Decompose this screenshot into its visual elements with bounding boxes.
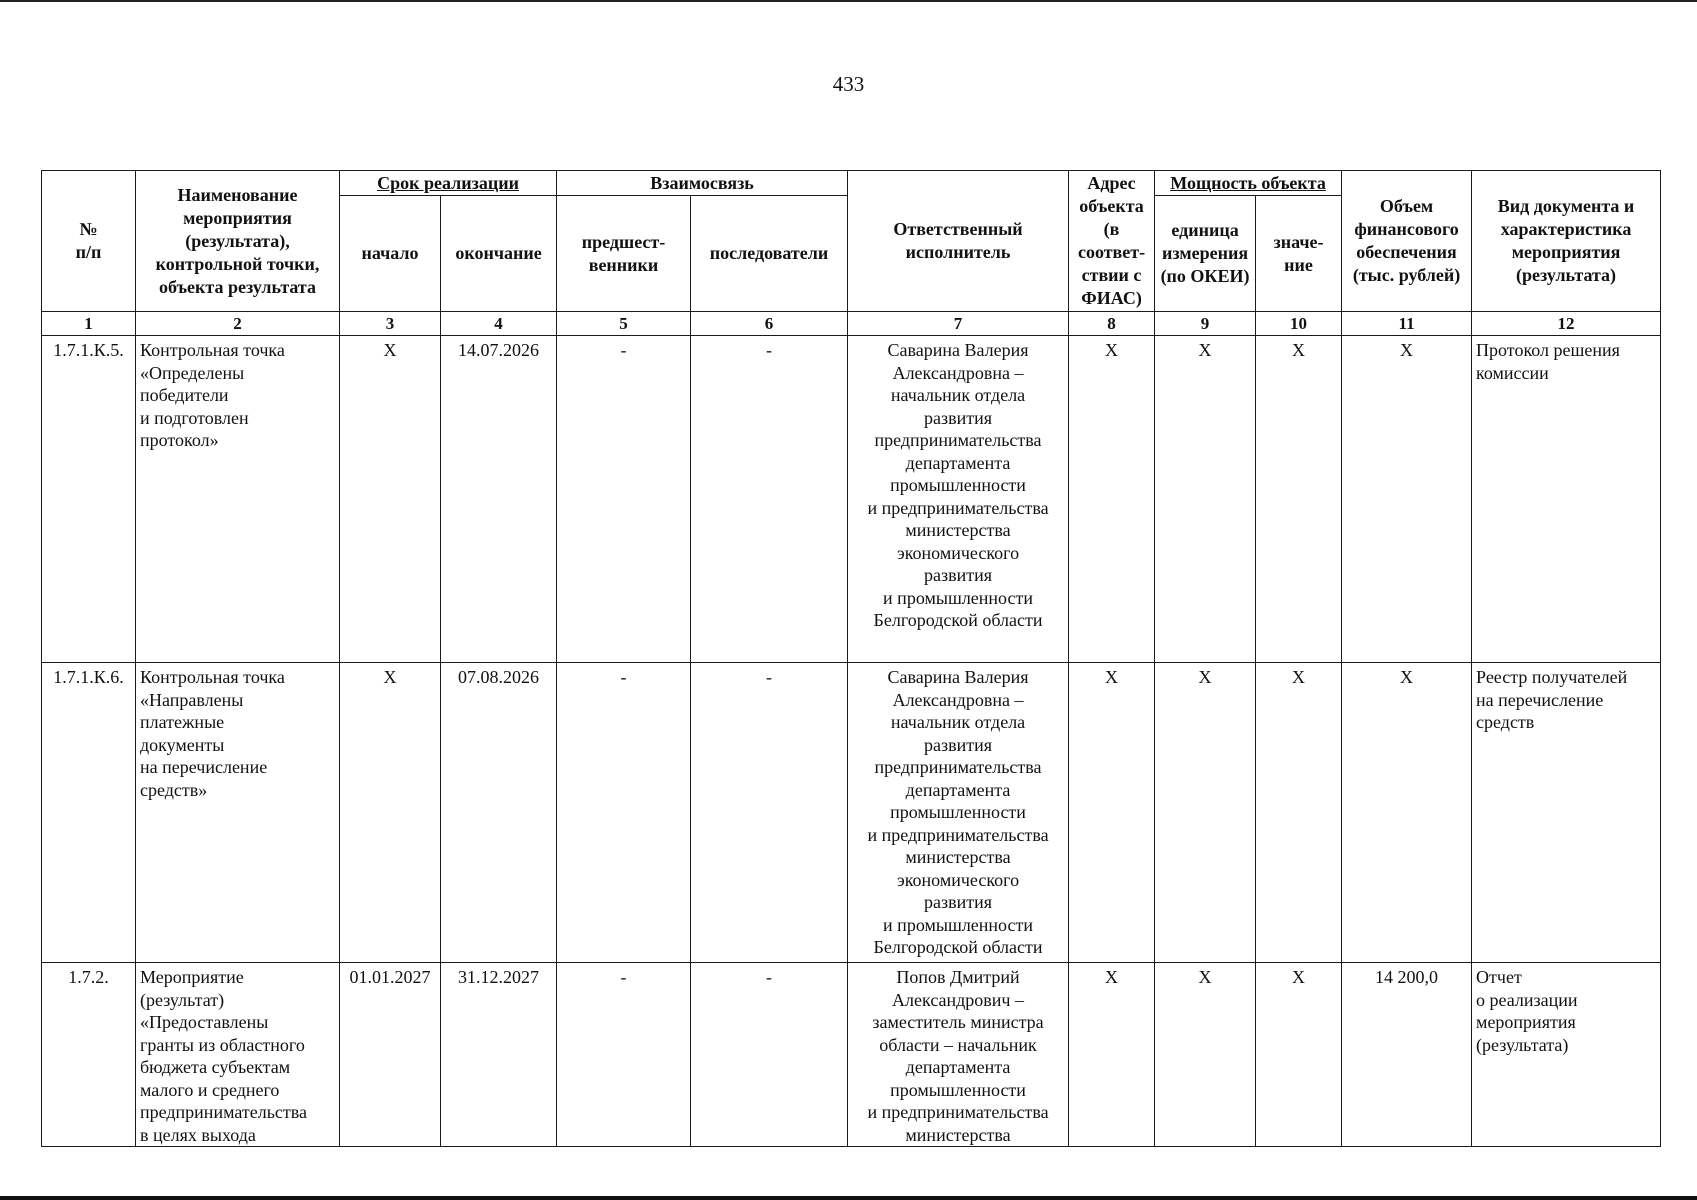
row-successors: - [691,336,848,663]
column-number: 5 [557,312,691,336]
row-finance: 14 200,0 [1342,963,1472,1147]
column-number: 4 [441,312,557,336]
activities-table [41,170,1661,1147]
row-document: Отчет о реализации мероприятия (результата) [1472,963,1661,1147]
header-responsible: Ответственный исполнитель [848,171,1069,312]
row-name: Контрольная точка «Определены победители и подготовлен протокол» [136,336,340,663]
row-start: 01.01.2027 [340,963,441,1147]
column-number: 8 [1069,312,1155,336]
row-end: 14.07.2026 [441,336,557,663]
bottom-border-band [0,1196,1697,1200]
header-predecessors: предшест- венники [557,196,691,312]
header-document: Вид документа и характеристика мероприятия (результата) [1472,171,1661,312]
row-name: Мероприятие (результат) «Предоставлены гранты из областного бюджета субъектам малого и среднего предпринимательства в целях выхода [136,963,340,1147]
header-finance: Объем финансового обеспечения (тыс. рублей) [1342,171,1472,312]
header-name: Наименование мероприятия (результата), контрольной точки, объекта результата [136,171,340,312]
row-number: 1.7.1.К.5. [42,336,136,663]
header-address: Адрес объекта (в соответ-ствии с ФИАС) [1069,171,1155,312]
table-row [42,963,1661,1147]
row-start: Х [340,336,441,663]
row-value: Х [1256,963,1342,1147]
row-unit: Х [1155,336,1256,663]
row-document: Реестр получателей на перечисление средств [1472,663,1661,963]
row-responsible: Саварина Валерия Александровна – начальник отдела развития предпринимательства департамента промышленности и предпринимательства министерства экономического развития и промышленности Белгородской области [848,663,1069,963]
header-end: окончание [441,196,557,312]
header-group-power: Мощность объекта [1155,171,1342,196]
row-predecessors: - [557,963,691,1147]
header-value: значе- ние [1256,196,1342,312]
row-finance: Х [1342,663,1472,963]
row-predecessors: - [557,336,691,663]
row-unit: Х [1155,963,1256,1147]
column-number: 10 [1256,312,1342,336]
header-start: начало [340,196,441,312]
table-row [42,663,1661,963]
row-responsible: Саварина Валерия Александровна – начальник отдела развития предпринимательства департамента промышленности и предпринимательства министерства экономического развития и промышленности Белгородской области [848,336,1069,663]
row-predecessors: - [557,663,691,963]
column-number: 3 [340,312,441,336]
row-address: Х [1069,336,1155,663]
row-successors: - [691,963,848,1147]
header-num: № п/п [42,171,136,312]
row-value: Х [1256,336,1342,663]
column-number: 6 [691,312,848,336]
row-successors: - [691,663,848,963]
column-number: 1 [42,312,136,336]
column-number: 7 [848,312,1069,336]
column-number: 9 [1155,312,1256,336]
row-number: 1.7.2. [42,963,136,1147]
column-number-row [42,312,1661,336]
header-unit: единица измерения (по ОКЕИ) [1155,196,1256,312]
row-finance: Х [1342,336,1472,663]
row-address: Х [1069,963,1155,1147]
header-group-period: Срок реализации [340,171,557,196]
row-document: Протокол решения комиссии [1472,336,1661,663]
header-successors: последователи [691,196,848,312]
row-name: Контрольная точка «Направлены платежные документы на перечисление средств» [136,663,340,963]
row-unit: Х [1155,663,1256,963]
row-address: Х [1069,663,1155,963]
row-end: 07.08.2026 [441,663,557,963]
table-row [42,336,1661,663]
column-number: 12 [1472,312,1661,336]
row-number: 1.7.1.К.6. [42,663,136,963]
row-responsible: Попов Дмитрий Александрович – заместитель министра области – начальник департамента промышленности и предпринимательства министерства [848,963,1069,1147]
row-value: Х [1256,663,1342,963]
column-number: 2 [136,312,340,336]
row-end: 31.12.2027 [441,963,557,1147]
top-border-line [0,0,1697,2]
column-number: 11 [1342,312,1472,336]
header-group-link: Взаимосвязь [557,171,848,196]
header-row-top [42,171,1661,196]
page-number: 433 [832,72,865,96]
row-start: Х [340,663,441,963]
